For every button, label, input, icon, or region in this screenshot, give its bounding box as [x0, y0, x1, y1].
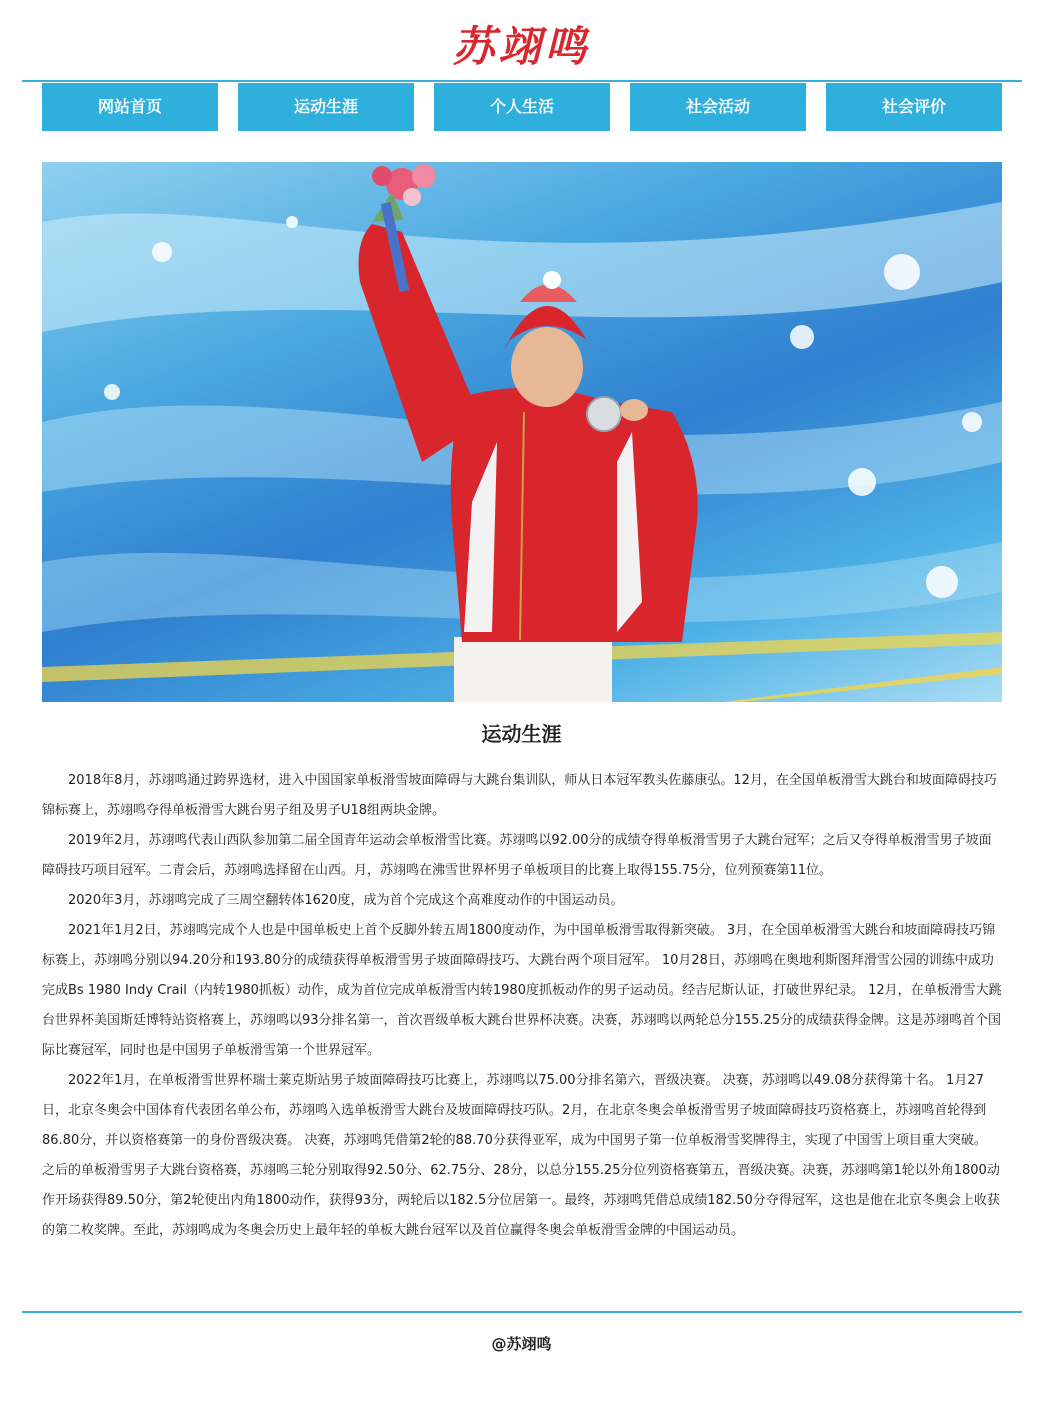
section-title: 运动生涯: [481, 722, 562, 746]
footer-credit: @苏翊鸣: [491, 1335, 552, 1353]
career-article: [42, 766, 1002, 1246]
paragraph-2019: 2019年2月，苏翊鸣代表山西队参加第二届全国青年运动会单板滑雪比赛。苏翊鸣以92.00分的成绩夺得单板滑雪男子大跳台冠军；之后又夺得单板滑雪男子坡面障碍技巧项目冠军。二青会后，苏翊鸣选择留在山西。月，苏翊鸣在沸雪世界杯男子单板项目的比赛上取得155.75分，位列预赛第11位。: [42, 833, 992, 878]
nav-item-home[interactable]: 网站首页: [42, 83, 218, 131]
site-logo[interactable]: 苏翊鸣: [452, 22, 591, 71]
footer-divider: [22, 1311, 1022, 1313]
nav-item-social[interactable]: 社会活动: [630, 83, 806, 131]
paragraph-2021: 2021年1月2日，苏翊鸣完成个人也是中国单板史上首个反脚外转五周1800度动作，为中国单板滑雪取得新突破。 3月，在全国单板滑雪大跳台和坡面障碍技巧锦标赛上，苏翊鸣分别以94.20分和193.80分的成绩获得单板滑雪男子坡面障碍技巧、大跳台两个项目冠军。 10月28日，苏翊鸣在奥地利斯图拜滑雪公园的训练中成功完成Bs 1980 Indy Crail（内转1980抓板）动作，成为首位完成单板滑雪内转1980度抓板动作的男子运动员。经吉尼斯认证，打破世界纪录。 12月，在单板滑雪大跳台世界杯美国斯廷博特站资格赛上，苏翊鸣以93分排名第一，首次晋级单板大跳台世界杯决赛。决赛，苏翊鸣以两轮总分155.25分的成绩获得金牌。这是苏翊鸣首个国际比赛冠军，同时也是中国男子单板滑雪第一个世界冠军。: [42, 923, 1002, 1058]
main-nav: [42, 83, 1002, 131]
paragraph-2018: 2018年8月，苏翊鸣通过跨界选材，进入中国国家单板滑雪坡面障碍与大跳台集训队，师从日本冠军教头佐藤康弘。12月，在全国单板滑雪大跳台和坡面障碍技巧锦标赛上，苏翊鸣夺得单板滑雪大跳台男子组及男子U18组两块金牌。: [42, 773, 997, 818]
hero-photo: [42, 162, 1002, 702]
paragraph-2020: 2020年3月，苏翊鸣完成了三周空翻转体1620度，成为首个完成这个高难度动作的中国运动员。: [68, 893, 624, 908]
header-divider: [22, 80, 1022, 82]
nav-item-career[interactable]: 运动生涯: [238, 83, 414, 131]
nav-item-reviews[interactable]: 社会评价: [826, 83, 1002, 131]
paragraph-2022: 2022年1月，在单板滑雪世界杯瑞士莱克斯站男子坡面障碍技巧比赛上，苏翊鸣以75.00分排名第六，晋级决赛。 决赛，苏翊鸣以49.08分获得第十名。 1月27日，北京冬奥会中国体育代表团名单公布，苏翊鸣入选单板滑雪大跳台及坡面障碍技巧队。2月，在北京冬奥会单板滑雪男子坡面障碍技巧资格赛上，苏翊鸣首轮得到86.80分，并以资格赛第一的身份晋级决赛。 决赛，苏翊鸣凭借第2轮的88.70分获得亚军，成为中国男子第一位单板滑雪奖牌得主，实现了中国雪上项目重大突破。 之后的单板滑雪男子大跳台资格赛，苏翊鸣三轮分别取得92.50分、62.75分、28分，以总分155.25分位列资格赛第五，晋级决赛。决赛，苏翊鸣第1轮以外角1800动作开场获得89.50分，第2轮使出内角1800动作，获得93分，两轮后以182.5分位居第一。最终，苏翊鸣凭借总成绩182.50分夺得冠军，这也是他在北京冬奥会上收获的第二枚奖牌。至此，苏翊鸣成为冬奥会历史上最年轻的单板大跳台冠军以及首位赢得冬奥会单板滑雪金牌的中国运动员。: [42, 1073, 1000, 1238]
nav-item-life[interactable]: 个人生活: [434, 83, 610, 131]
athlete-medal-illustration: [42, 162, 1002, 702]
